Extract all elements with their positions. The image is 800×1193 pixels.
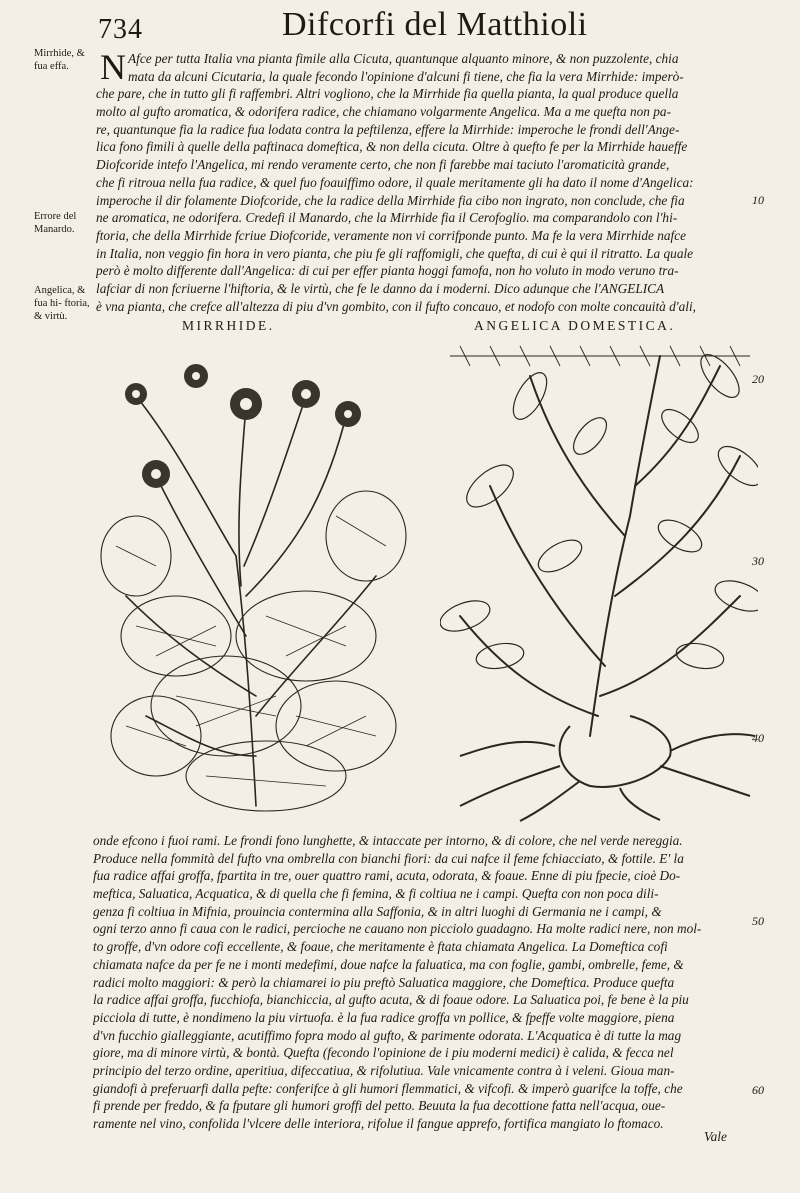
line-number: 30	[752, 554, 764, 568]
text-line: radici molto maggiori: & però la chiamarei io piu preftò Saluatica maggiore, che Domeftica. Produce quefta	[93, 974, 675, 990]
drop-cap: N	[100, 47, 126, 87]
margin-note-angelica: Angelica, & fua hi- ftoria, & virtù.	[34, 285, 90, 322]
text-line: fua radice affai groffa, fpartita in tre, ouer quattro rami, acuta, odorata, & foaue. Enne di piu fpecie, cioè Do-	[93, 868, 681, 884]
text-line: re, quantunque fia la radice fua lodata contra la peftilenza, effere la Mirrhide: imperoche le frondi dell'Ange-	[96, 121, 680, 137]
text-line: lica fono fimili à quelle della paftinaca domeftica, & non della cicuta. Oltre à quefto fe per la Mirrhide haueffe	[96, 139, 688, 155]
text-line: giandofi à preferuarfi dalla pefte: conferifce à gli humori flemmatici, & vifcofi. & imperò guarifce la toffe, che	[93, 1080, 683, 1096]
text-line: fi prende per freddo, & fa fputare gli humori groffi del petto. Beuuta la fua decottione fatta nell'acqua, oue-	[93, 1098, 666, 1114]
text-line: genza fi coltiua in Mifnia, prouincia contermina alla Saffonia, & in altri luoghi di Germania ne i campi, &	[93, 903, 662, 919]
text-line: d'vn fucchio gialleggiante, acutiffimo fopra modo al gufto, & parimente odorata. L'Acquatica è di tutte la mag	[93, 1027, 682, 1043]
text-line: to groffe, d'vn odore cofi eccellente, & foaue, che meritamente è ftata chiamata Angelica. La Domeftica cofi	[93, 939, 668, 955]
paragraph-top	[96, 47, 742, 315]
text-line: che fi ritroua nella fua radice, & quel fuo foauiffimo odore, il quale meritamente gli ha dato il nome d'Angelica:	[96, 174, 694, 190]
line-number: 40	[752, 731, 764, 745]
margin-note-mirrhide: Mirrhide, & fua effa.	[34, 48, 85, 72]
text-line: che pare, che in tutto gli fi raffembri. Altri vogliono, che la Mirrhide fia quella pianta, la qual produce quella	[96, 86, 679, 102]
text-line: ogni terzo anno fi caua con le radici, percioche ne cauano non picciolo guadagno. Ha molte radici nere, non mol-	[93, 921, 702, 937]
running-head: Difcorfi del Matthioli	[282, 6, 588, 43]
text-line: mata da alcuni Cicutaria, la quale fecondo l'opinione d'alcuni fi tiene, che fia la vera Mirrhide: imperò-	[128, 68, 684, 84]
text-line: Diofcoride intefo l'Angelica, mi rendo veramente certo, che non fi farebbe mai taciuto l'aromaticità grande,	[96, 157, 670, 173]
text-line: ftoria, che della Mirrhide fcriue Diofcoride, veramente non vi corrifponde punto. Ma fe la vera Mirrhide nafce	[96, 227, 686, 243]
text-line: imperoche il dir folamente Diofcoride, che la radice della Mirrhide fia cibo non ingrato, non conclude, che fia	[96, 192, 685, 208]
page-number: 734	[98, 14, 143, 45]
text-line: lafciar di non fcriuerne l'hiftoria, & le virtù, che fe le danno da i moderni. Dico adunque che l'ANGELICA	[96, 280, 665, 296]
angelica-illustration	[440, 336, 758, 824]
text-line: principio del terzo ordine, aperitiua, difeccatiua, & rifolutiua. Vale vnicamente contra à i veleni. Gioua man-	[93, 1062, 675, 1078]
text-line: meftica, Saluatica, Acquatica, & di quella che fi femina, & fi coltiua ne i campi. Quefta con non poca dili-	[93, 886, 659, 902]
text-line: è vna pianta, che crefce all'altezza di piu d'vn gombito, con il fufto concauo, et nodofo con molte concauità d'ali,	[96, 298, 697, 314]
paragraph-bottom	[93, 832, 743, 1133]
catchword: Vale	[704, 1129, 727, 1144]
text-line: giore, ma di minore virtù, & bontà. Quefta (fecondo l'opinione de i piu moderni medici) è calida, & fecca nel	[93, 1045, 674, 1061]
text-line: però è molto differente dall'Angelica: di cui per effer pianta hoggi famofa, non ho voluto in modo veruno tra-	[96, 263, 679, 279]
margin-note-errore: Errore del Manardo.	[34, 211, 77, 235]
mirrhide-illustration	[96, 336, 416, 824]
line-number: 60	[752, 1083, 764, 1097]
text-line: picciola di tutte, è nondimeno la piu virtuofa. è la fua radice groffa vn pollice, & fpeffe volte maggiore, piena	[93, 1009, 675, 1025]
line-number: 50	[752, 914, 764, 928]
text-line: ne aromatica, ne odorifera. Credefi il Manardo, che la Mirrhide fia il Cerofoglio. ma comparandolo con l'hi-	[96, 210, 678, 226]
caption-mirrhide: MIRRHIDE.	[182, 318, 275, 333]
text-line: ramente nel vino, confolida l'vlcere delle interiora, rifolue il fangue apprefo, fortifica mangiato lo ftomaco.	[93, 1116, 664, 1131]
text-line: chiamata nafce da per fe ne i monti medefimi, doue nafce la faluatica, ma con foglie, gambi, ombrelle, feme, &	[93, 956, 684, 972]
text-line: Afce per tutta Italia vna pianta fimile alla Cicuta, quantunque alquanto minore, & non puzzolente, chia	[128, 51, 679, 66]
text-line: Produce nella fommità del fufto vna ombrella con bianchi fiori: da cui nafce il feme fchiacciato, & fottile. E' la	[93, 850, 684, 866]
line-number: 10	[752, 193, 764, 207]
text-line: onde efcono i fuoi rami. Le frondi fono lunghette, & intaccate per intorno, & di colore, che nel verde nereggia.	[93, 833, 683, 848]
text-line: in Italia, non veggio fin hora in vero pianta, che piu fe gli raffomigli, che quefta, di cui è qui il ritratto. La quale	[96, 245, 694, 261]
text-line: la radice affai groffa, fucchiofa, bianchiccia, al gufto acuta, & di foaue odore. La Saluatica poi, fe bene è la piu	[93, 992, 689, 1008]
text-line: molto al gufto aromatica, & odorifera radice, che chiamano volgarmente Angelica. Ma a me quefta non pa-	[96, 104, 671, 120]
caption-angelica: ANGELICA DOMESTICA.	[474, 318, 676, 333]
line-number: 20	[752, 372, 764, 386]
